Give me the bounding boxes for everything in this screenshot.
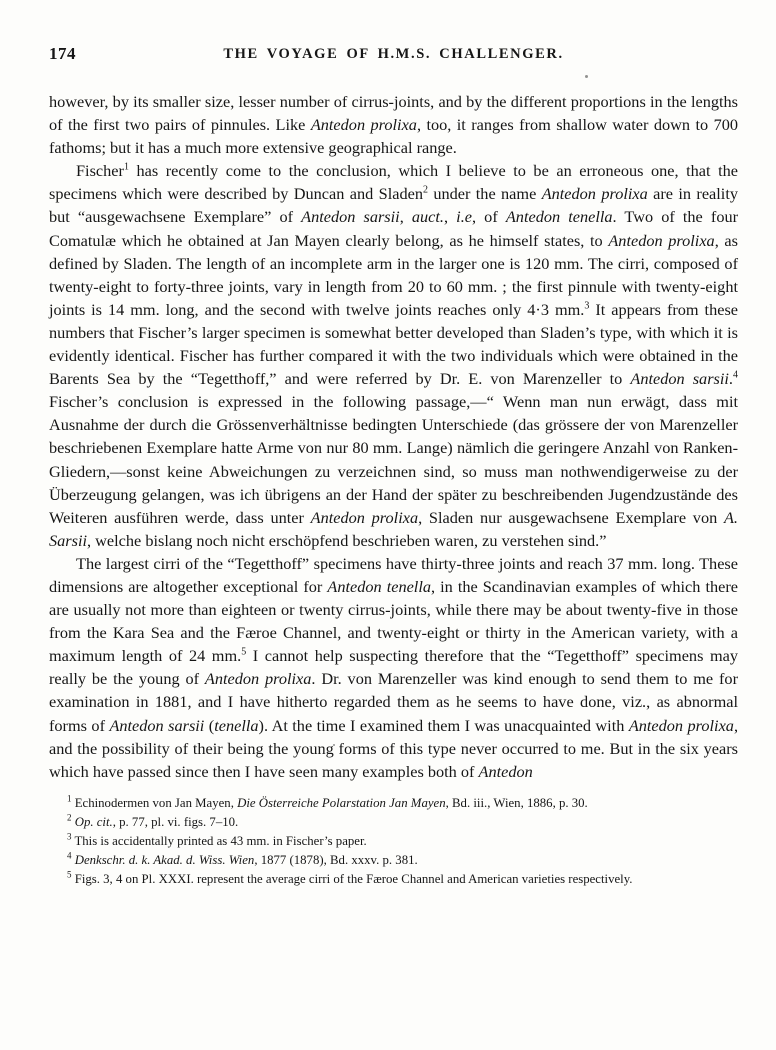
text-run: ). At the time I examined them I was unacquainted with [258,715,629,735]
italic-text: Antedon sarsii [630,369,729,389]
italic-text: Antedon [478,761,533,781]
paragraph [49,159,738,552]
footnote-number: 5 [67,869,72,880]
italic-text: Antedon prolixa [541,184,648,204]
text-run: , as defined by Sladen. The length of an incomplete arm in the larger one is 120 mm. The cirri, composed of twenty-eight to forty-three joints, vary in length from 20 to 60 mm. ; the first pinnule with twenty-eight joints is 14 mm. long, and the second with twelve joints reaches only 4·3 mm. [49,230,738,319]
text-run: ( [204,715,215,735]
footnote-number: 1 [67,793,72,804]
paragraph [49,552,738,783]
paragraph [49,90,738,159]
footnote [49,813,738,832]
footnote-marker: 3 [584,300,590,312]
text-run: This is accidentally printed as 43 mm. in Fischer’s paper. [71,833,367,848]
footnote-number: 3 [67,831,72,842]
italic-text: Antedon prolixa [608,230,715,250]
footnote-marker: 4 [733,369,738,381]
italic-text: Antedon tenella [505,207,613,227]
text-run: , in the Scandinavian examples of which there are usually not more than eighteen or twenty cirrus-joints, while there may be about twenty-five in those from the Kara Sea and the Færoe Channel, and twenty-eight or thirty in the American variety, with a maximum length of 24 mm. [49,576,739,666]
text-run: . Two of the four Comatulæ which he obtained at Jan Mayen clearly belong, as he himself states, to [49,207,739,250]
page-content [49,44,738,889]
page-body [49,90,738,783]
italic-text: A. Sarsii [49,507,738,550]
text-run: I cannot help suspecting therefore that the “Tegetthoff” specimens may really be the young of [49,646,738,689]
italic-text: tenella [214,715,259,735]
text-run: , Sladen nur ausgewachsene Exemplare von [418,507,724,527]
text-run: It appears from these numbers that Fischer’s larger specimen is somewhat better developed than Sladen’s type, with which it is evidently identical. Fischer has further compared it with the two individuals which were obtained in the Barents Sea by the “Tegetthoff,” and were referred by Dr. E. von Marenzeller to [49,299,739,389]
italic-text: Op. cit. [71,814,113,829]
running-title: THE VOYAGE OF H.M.S. CHALLENGER. [223,46,564,62]
text-run: , [443,207,457,227]
text-run: , of [472,207,506,227]
text-run: , 1877 (1878), Bd. xxxv. p. 381. [254,852,418,867]
page-header [49,44,738,66]
text-run: , Bd. iii., Wien, 1886, p. 30. [445,795,588,810]
italic-text: Antedon prolixa [204,669,312,689]
text-run: under the name [427,184,542,204]
text-run: , p. 77, pl. vi. figs. 7–10. [112,814,239,829]
italic-text: Die Österreiche Polarstation Jan Mayen [237,795,446,810]
footnote-marker: 2 [422,184,428,196]
text-run: . [728,369,733,389]
italic-text: Antedon tenella [327,576,431,596]
footnote-number: 4 [67,850,72,861]
italic-text: Denkschr. d. k. Akad. d. Wiss. Wien [71,852,255,867]
text-run: Fischer’s conclusion is expressed in the following passage,—“ Wenn man nun erwägt, dass mit Ausnahme der durch die Grössenverhältnisse bedingten Unterschiede (das grössere der von Marenzeller beschriebenen Exemplare hatte Arme von nur 80 mm. Lange) nämlich die geringere Anzahl von Ranken-Gliedern,—sonst keine Abweichungen zu verzeichnen sind, so muss man nothwendigerweise zu der Überzeugung gelangen, was ich übrigens an der Hand der später zu beschreibenden Jugendzustände des Weiteren ausführen werde, dass unter [49,392,738,527]
italic-text: Antedon prolixa [310,507,419,527]
text-run: has recently come to the conclusion, which I believe to be an erroneous one, that the specimens which were described by Duncan and Sladen [49,161,738,204]
footnote [49,851,738,870]
text-run: however, by its smaller size, lesser number of cirrus-joints, and by the different proportions in the lengths of the first two pairs of pinnules. Like [49,92,738,135]
italic-text: Antedon prolixa [628,715,734,735]
italic-text: i.e [456,207,472,227]
footnote [49,794,738,813]
text-run: Fischer [76,161,124,181]
footnote [49,870,738,889]
footnote-marker: 1 [123,161,129,173]
text-run: , and the possibility of their being the young forms of this type never occurred to me. But in the six years which have passed since then I have seen many examples both of [49,715,739,781]
footnote-marker: 5 [241,646,247,658]
text-run: Figs. 3, 4 on Pl. XXXI. represent the average cirri of the Færoe Channel and American varieties respectively. [71,871,633,886]
italic-text: Antedon prolixa [310,115,417,135]
italic-text: Antedon sarsii [109,715,205,735]
footnote [49,832,738,851]
text-run: , welche bislang noch nicht erschöpfend beschrieben waren, zu verstehen sind.” [87,530,607,550]
text-run: are in reality but “ausgewachsene Exemplare” of [49,184,738,227]
footnote-number: 2 [67,812,72,823]
text-run: , [399,207,412,227]
italic-text: auct. [411,207,444,227]
text-run: , too, it ranges from shallow water down to 700 fathoms; but it has a much more extensive geographical range. [49,115,739,158]
page-number: 174 [49,44,76,63]
text-run: . Dr. von Marenzeller was kind enough to send them to me for examination in 1881, and I have hitherto regarded them as he seems to have done, viz., as abnormal forms of [49,669,738,735]
footnotes-section [49,794,738,889]
italic-text: Antedon sarsii [301,207,400,227]
text-run: The largest cirri of the “Tegetthoff” specimens have thirty-three joints and reach 37 mm. long. These dimensions are altogether exceptional for [49,553,738,596]
text-run: Echinodermen von Jan Mayen, [71,795,238,810]
